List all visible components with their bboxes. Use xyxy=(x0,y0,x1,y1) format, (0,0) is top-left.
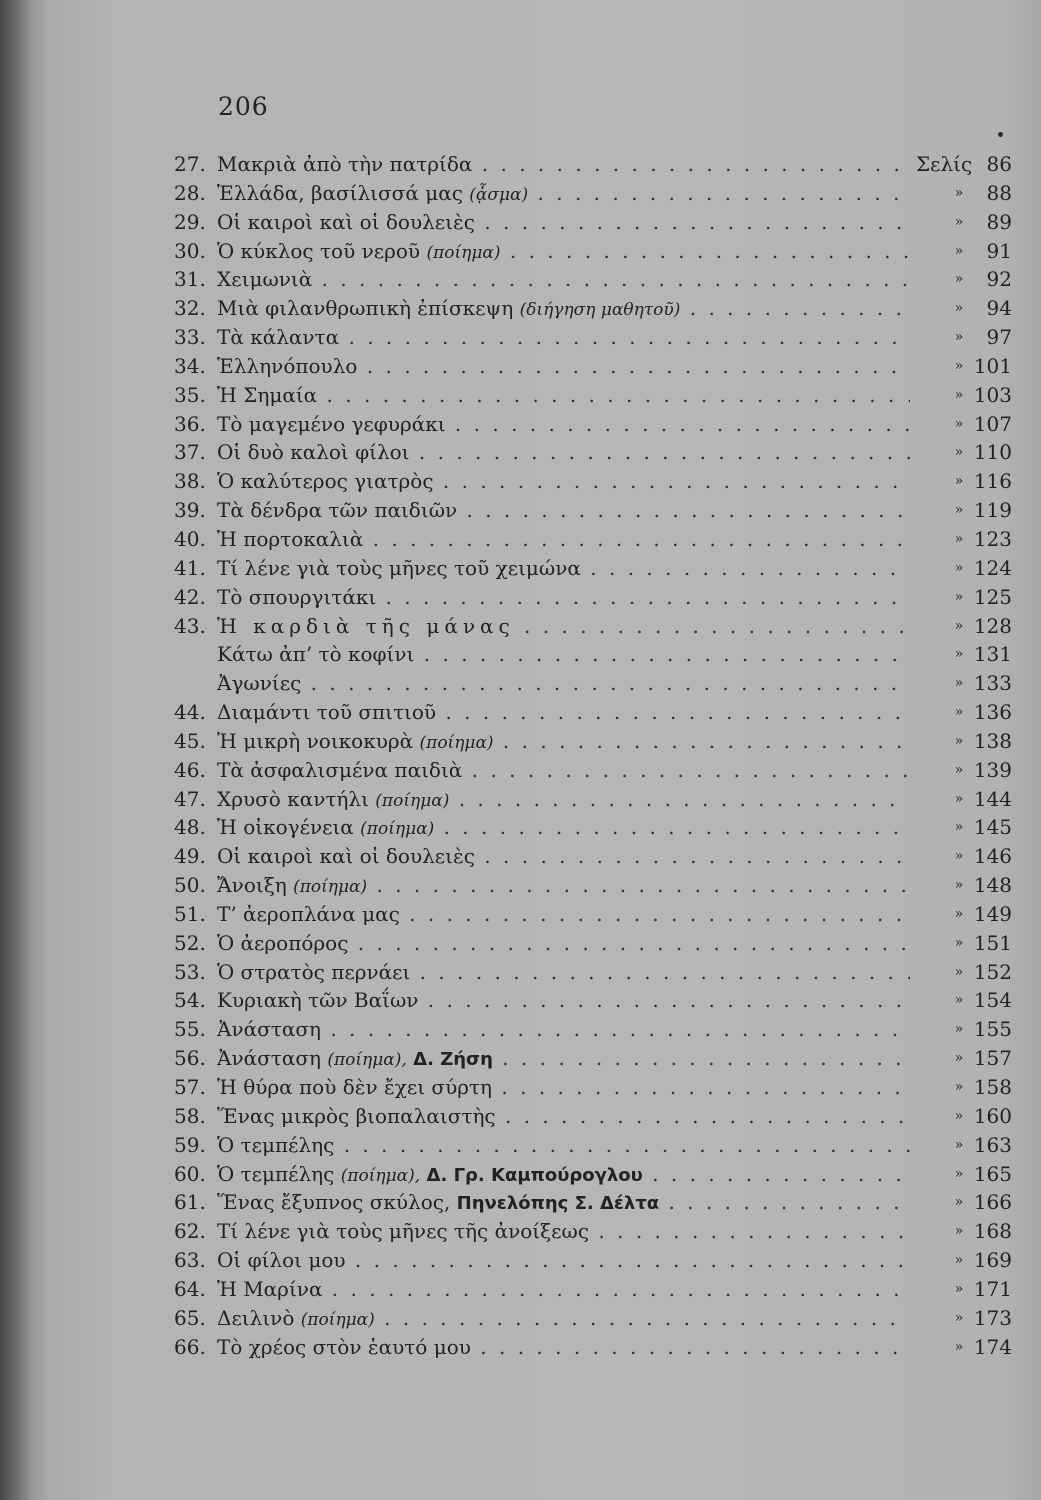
toc-entry-page: 173 xyxy=(973,1305,1012,1330)
toc-entry-number: 44. xyxy=(174,700,206,725)
toc-entry-title-text: Ἄνοιξη xyxy=(217,873,287,898)
toc-entry-title-text: Οἱ καιροὶ καὶ οἱ δουλειὲς xyxy=(217,209,475,234)
toc-entry-page: 174 xyxy=(973,1334,1012,1359)
selis-label: Σελίς xyxy=(916,152,973,176)
toc-entry-title xyxy=(217,813,910,844)
toc-entry xyxy=(174,1217,1030,1246)
toc-entry xyxy=(174,467,1030,496)
toc-entry xyxy=(174,1304,1030,1333)
toc-entry-title-text: Τὸ σπουργιτάκι xyxy=(217,584,377,609)
toc-entry-note: (ποίημα) xyxy=(360,819,435,840)
toc-entry-title-text: Ἕνας ἔξυπνος σκύλος, xyxy=(217,1190,451,1215)
toc-entry-number: 35. xyxy=(174,382,206,407)
toc-entry xyxy=(174,640,1030,669)
toc-entry-title xyxy=(217,871,910,902)
toc-entry-number: 64. xyxy=(174,1276,206,1301)
toc-entry-title-text: Μιὰ φιλανθρωπικὴ ἐπίσκεψη xyxy=(217,296,514,321)
toc-entry-title xyxy=(217,1102,910,1131)
ditto-mark: » xyxy=(954,790,964,807)
toc-entry-page: 145 xyxy=(973,815,1012,840)
toc-entry-number: 42. xyxy=(174,584,206,609)
toc-entry xyxy=(174,785,1030,814)
toc-entry-title xyxy=(217,208,910,237)
toc-entry-number: 47. xyxy=(174,786,206,811)
toc-entry-title-text: Διαμάντι τοῦ σπιτιοῦ xyxy=(217,700,437,725)
toc-entry-title xyxy=(217,352,910,381)
ditto-mark: » xyxy=(954,386,964,403)
toc-entry-note: (ποίημα) xyxy=(426,242,501,263)
toc-entry-number: 65. xyxy=(174,1305,206,1330)
ditto-mark: » xyxy=(954,530,964,547)
toc-entry-title xyxy=(217,986,910,1015)
toc-entry-title-text: Ἑλλάδα, βασίλισσά μας xyxy=(217,180,463,205)
ditto-mark: » xyxy=(954,963,964,980)
toc-entry-number: 62. xyxy=(174,1219,206,1244)
toc-entry xyxy=(174,1246,1030,1275)
toc-entry-number: 31. xyxy=(174,267,206,292)
toc-entry-number: 55. xyxy=(174,1017,206,1042)
toc-entry-page: 169 xyxy=(973,1248,1012,1273)
toc-entry xyxy=(174,1160,1030,1189)
ditto-mark: » xyxy=(954,848,964,865)
toc-entry-number: 30. xyxy=(174,238,206,263)
toc-entry-title-text: Χρυσὸ καντήλι xyxy=(217,786,369,811)
toc-entry-title xyxy=(217,900,910,929)
toc-entry-number: 49. xyxy=(174,844,206,869)
toc-entry-page: 91 xyxy=(986,238,1012,263)
toc-entry-title xyxy=(217,265,910,294)
ditto-mark: » xyxy=(954,1338,964,1355)
ditto-mark: » xyxy=(954,588,964,605)
toc-entry-title xyxy=(217,958,910,987)
toc-entry-title-text: Κυριακὴ τῶν Βαΐων xyxy=(217,988,419,1013)
toc-entry xyxy=(174,958,1030,987)
toc-entry-title-text: Ἑλληνόπουλο xyxy=(217,353,358,378)
table-of-contents xyxy=(174,150,1030,1361)
toc-entry-page: 103 xyxy=(973,382,1012,407)
toc-entry-title xyxy=(217,1160,910,1191)
toc-entry-number: 59. xyxy=(174,1132,206,1157)
toc-entry-number: 38. xyxy=(174,469,206,494)
toc-entry-title-text: Ἕνας μικρὸς βιοπαλαιστὴς xyxy=(217,1103,496,1128)
toc-entry-number: 37. xyxy=(174,440,206,465)
toc-entry-page: 86 xyxy=(986,152,1012,176)
toc-entry xyxy=(174,842,1030,871)
toc-entry-note: (ποίημα) xyxy=(300,1309,375,1330)
toc-entry-number: 60. xyxy=(174,1161,206,1186)
toc-entry-title-text: Μακριὰ ἀπὸ τὴν πατρίδα xyxy=(217,152,473,176)
toc-entry-title xyxy=(217,785,910,816)
toc-entry-number: 57. xyxy=(174,1075,206,1099)
toc-entry-page: 116 xyxy=(973,469,1012,494)
toc-entry-note: (ποίημα), xyxy=(327,1050,407,1071)
toc-entry-page: 139 xyxy=(973,757,1012,782)
toc-entry-page: 107 xyxy=(973,411,1012,436)
toc-entry-title-text: Ἡ θύρα ποὺ δὲν ἔχει σύρτη xyxy=(217,1075,493,1099)
ditto-mark: » xyxy=(954,1021,964,1038)
toc-entry-title xyxy=(217,179,910,210)
toc-entry-title-text: Ἡ οἰκογένεια xyxy=(217,815,354,840)
ditto-mark: » xyxy=(954,1050,964,1067)
toc-entry-title xyxy=(217,640,910,669)
toc-entry-number: 61. xyxy=(174,1190,206,1215)
toc-entry-page: 101 xyxy=(973,353,1012,378)
toc-entry-title xyxy=(217,1246,910,1275)
ditto-mark: » xyxy=(954,213,964,230)
toc-entry-page: 158 xyxy=(973,1075,1012,1099)
toc-entry-title xyxy=(217,323,910,352)
toc-entry xyxy=(174,265,1030,294)
ditto-mark: » xyxy=(954,1079,964,1095)
toc-entry-title xyxy=(217,583,910,612)
toc-entry-page: 154 xyxy=(973,988,1012,1013)
toc-entry-title-text: Ὁ τεμπέλης xyxy=(217,1161,335,1186)
toc-entry-page: 160 xyxy=(973,1103,1012,1128)
toc-entry-title-text: Οἱ φίλοι μου xyxy=(217,1248,346,1273)
toc-entry-page: 165 xyxy=(973,1161,1012,1186)
toc-entry-number: 39. xyxy=(174,498,206,523)
toc-entry-title-text: Ὁ ἀεροπόρος xyxy=(217,930,349,955)
toc-entry-number: 58. xyxy=(174,1103,206,1128)
toc-entry-title-text: Ὁ κύκλος τοῦ νεροῦ xyxy=(217,238,421,263)
toc-entry-number: 46. xyxy=(174,757,206,782)
toc-entry-title-text: Ἡ Σημαία xyxy=(217,382,318,407)
toc-entry-title-text: Ἡ πορτοκαλιὰ xyxy=(217,526,364,551)
toc-entry-title xyxy=(217,1275,910,1304)
toc-entry-number: 48. xyxy=(174,815,206,840)
toc-entry xyxy=(174,179,1030,208)
toc-entry-page: 146 xyxy=(973,844,1012,869)
toc-entry-title-text: Ὁ στρατὸς περνάει xyxy=(217,959,411,984)
toc-entry-number: 66. xyxy=(174,1334,206,1359)
toc-entry-title-text: Τί λένε γιὰ τοὺς μῆνες τοῦ χειμώνα xyxy=(217,555,581,580)
ditto-mark: » xyxy=(954,1223,964,1240)
spine-shadow xyxy=(0,0,30,1500)
ditto-mark: » xyxy=(954,502,964,519)
ditto-mark: » xyxy=(954,444,964,461)
ditto-mark: » xyxy=(954,877,964,894)
ditto-mark: » xyxy=(954,242,964,259)
toc-entry xyxy=(174,1015,1030,1044)
toc-entry xyxy=(174,208,1030,237)
toc-entry-page: 128 xyxy=(973,613,1012,638)
toc-entry-page: 144 xyxy=(973,786,1012,811)
toc-entry-number: 54. xyxy=(174,988,206,1013)
toc-entry-page: 148 xyxy=(973,873,1012,898)
ditto-mark: » xyxy=(954,617,964,634)
toc-entry-number: 43. xyxy=(174,613,206,638)
toc-entry-page: 119 xyxy=(973,498,1012,523)
ditto-mark: » xyxy=(954,905,964,922)
toc-entry-note: (διήγηση μαθητοῦ) xyxy=(519,300,681,321)
toc-entry-title xyxy=(217,496,910,525)
toc-entry-title xyxy=(217,1044,910,1075)
ditto-mark: » xyxy=(954,1165,964,1182)
ditto-mark: » xyxy=(954,732,964,749)
toc-entry-title xyxy=(217,525,910,554)
toc-entry xyxy=(174,583,1030,612)
toc-entry-title xyxy=(217,929,910,958)
ditto-mark: » xyxy=(954,819,964,836)
toc-entry-title xyxy=(217,554,910,583)
toc-entry-title xyxy=(217,467,910,496)
toc-entry xyxy=(174,294,1030,323)
toc-entry-note: (ποίημα), xyxy=(340,1165,421,1186)
toc-entry-note: (ποίημα) xyxy=(375,790,450,811)
ditto-mark: » xyxy=(954,300,964,317)
toc-entry-title xyxy=(217,410,910,439)
toc-entry-title-text: Ὁ τεμπέλης xyxy=(217,1132,335,1157)
toc-entry-title xyxy=(217,756,910,785)
toc-entry-title-text: Τί λένε γιὰ τοὺς μῆνες τῆς ἀνοίξεως xyxy=(217,1219,590,1244)
toc-entry-title xyxy=(217,294,910,325)
toc-entry-title-text: Τὰ κάλαντα xyxy=(217,325,340,350)
toc-entry-note: (ποίημα) xyxy=(293,877,368,898)
toc-entry xyxy=(174,496,1030,525)
toc-entry-title xyxy=(217,727,910,758)
toc-entry xyxy=(174,237,1030,266)
toc-entry xyxy=(174,669,1030,698)
toc-entry-number: 52. xyxy=(174,930,206,955)
ditto-mark: » xyxy=(954,415,964,432)
ditto-mark: » xyxy=(954,1280,964,1297)
toc-entry-page: 168 xyxy=(973,1219,1012,1244)
toc-entry-title xyxy=(217,612,910,641)
toc-entry xyxy=(174,438,1030,467)
toc-entry-title xyxy=(217,381,910,410)
toc-entry-title-text: Κάτω ἀπ’ τὸ κοφίνι xyxy=(217,642,415,667)
toc-entry-title xyxy=(217,150,910,179)
toc-entry xyxy=(174,813,1030,842)
toc-entry-title xyxy=(217,1131,910,1160)
toc-entry-title-text: Ἀνάσταση xyxy=(217,1046,321,1071)
toc-entry-page: 110 xyxy=(973,440,1012,465)
toc-entry xyxy=(174,554,1030,583)
toc-entry-page: 125 xyxy=(973,584,1012,609)
toc-entry-author: Δ. Γρ. Καμπούρογλου xyxy=(426,1164,643,1186)
ditto-mark: » xyxy=(954,934,964,951)
ditto-mark: » xyxy=(954,559,964,576)
toc-entry-title xyxy=(217,1304,910,1335)
toc-entry-number: 45. xyxy=(174,728,206,753)
ditto-mark: » xyxy=(954,1309,964,1326)
toc-entry xyxy=(174,727,1030,756)
toc-entry-page: 89 xyxy=(986,209,1012,234)
toc-entry-note: (ᾆσμα) xyxy=(469,184,529,205)
toc-entry-title-text: Ὁ καλύτερος γιατρὸς xyxy=(217,469,434,494)
toc-entry-number: 56. xyxy=(174,1046,206,1071)
toc-entry xyxy=(174,525,1030,554)
toc-entry-title-text: Ἡ καρδιὰ τῆς μάνας xyxy=(217,613,515,638)
toc-entry xyxy=(174,929,1030,958)
toc-entry xyxy=(174,986,1030,1015)
toc-entry-number: 33. xyxy=(174,325,206,350)
ditto-mark: » xyxy=(954,704,964,721)
toc-entry-number: 40. xyxy=(174,526,206,551)
toc-entry-page: 123 xyxy=(973,526,1012,551)
toc-entry xyxy=(174,150,1030,179)
toc-entry-page: 163 xyxy=(973,1132,1012,1157)
ditto-mark: » xyxy=(954,646,964,663)
toc-entry-page: 92 xyxy=(986,267,1012,292)
toc-entry-page: 166 xyxy=(973,1190,1012,1215)
toc-entry xyxy=(174,871,1030,900)
toc-entry-number: 32. xyxy=(174,296,206,321)
ink-speck xyxy=(998,132,1003,137)
toc-entry xyxy=(174,756,1030,785)
toc-entry xyxy=(174,1333,1030,1362)
ditto-mark: » xyxy=(954,992,964,1009)
toc-entry-title-text: Οἱ δυὸ καλοὶ φίλοι xyxy=(217,440,410,465)
page-number: 206 xyxy=(218,92,269,121)
toc-entry-page: 155 xyxy=(973,1017,1012,1042)
toc-entry xyxy=(174,1044,1030,1073)
toc-entry-title-text: Τὸ μαγεμένο γεφυράκι xyxy=(217,411,446,436)
ditto-mark: » xyxy=(954,1252,964,1269)
toc-entry-title xyxy=(217,1015,910,1044)
ditto-mark: » xyxy=(954,1136,964,1153)
toc-entry-page: 131 xyxy=(973,642,1012,667)
toc-entry-page: 152 xyxy=(973,959,1012,984)
toc-entry-number: 27. xyxy=(174,152,206,176)
ditto-mark: » xyxy=(954,357,964,374)
toc-entry-title xyxy=(217,1073,910,1102)
toc-entry-page: 133 xyxy=(973,671,1012,696)
ditto-mark: » xyxy=(954,1107,964,1124)
ditto-mark: » xyxy=(954,271,964,288)
toc-entry-number: 41. xyxy=(174,555,206,580)
toc-entry-title xyxy=(217,1217,910,1246)
toc-entry-page: 94 xyxy=(986,296,1012,321)
toc-entry-title-text: Οἱ καιροὶ καὶ οἱ δουλειὲς xyxy=(217,844,475,869)
toc-entry-page: 149 xyxy=(973,901,1012,926)
toc-entry-number: 63. xyxy=(174,1248,206,1273)
ditto-mark: » xyxy=(954,675,964,692)
toc-entry-title-text: Τὰ δένδρα τῶν παιδιῶν xyxy=(217,498,458,523)
ditto-mark: » xyxy=(954,184,964,201)
toc-entry-title-text: Τὸ χρέος στὸν ἑαυτό μου xyxy=(217,1334,471,1359)
toc-entry xyxy=(174,352,1030,381)
toc-entry-page: 138 xyxy=(973,728,1012,753)
toc-entry-title-text: Τ’ ἀεροπλάνα μας xyxy=(217,901,400,926)
toc-entry-page: 151 xyxy=(973,930,1012,955)
ditto-mark: » xyxy=(954,761,964,778)
toc-entry xyxy=(174,1275,1030,1304)
toc-entry-title-text: Τὰ ἀσφαλισμένα παιδιὰ xyxy=(217,757,463,782)
toc-entry-note: (ποίημα) xyxy=(419,732,494,753)
toc-entry-title xyxy=(217,842,910,871)
toc-entry-page: 88 xyxy=(986,180,1012,205)
toc-entry xyxy=(174,612,1030,641)
toc-entry-title xyxy=(217,237,910,268)
toc-entry-title-text: Δειλινὸ xyxy=(217,1305,295,1330)
toc-entry-number: 53. xyxy=(174,959,206,984)
toc-entry-title xyxy=(217,698,910,727)
toc-entry-author: Δ. Ζήση xyxy=(413,1049,493,1071)
toc-entry xyxy=(174,900,1030,929)
toc-entry-title xyxy=(217,669,910,698)
toc-entry-number: 29. xyxy=(174,209,206,234)
toc-entry-title-text: Ἀγωνίες xyxy=(217,671,302,696)
toc-entry-author: Πηνελόπης Σ. Δέλτα xyxy=(456,1193,660,1215)
toc-entry-page: 97 xyxy=(986,325,1012,350)
toc-entry xyxy=(174,323,1030,352)
toc-entry-title-text: Ἡ μικρὴ νοικοκυρὰ xyxy=(217,728,414,753)
toc-entry xyxy=(174,1188,1030,1217)
toc-entry xyxy=(174,1073,1030,1102)
toc-entry-title-text: Ἡ Μαρίνα xyxy=(217,1276,323,1301)
toc-entry xyxy=(174,698,1030,727)
ditto-mark: » xyxy=(954,473,964,490)
toc-entry-number: 34. xyxy=(174,353,206,378)
toc-entry xyxy=(174,410,1030,439)
ditto-mark: » xyxy=(954,329,964,346)
toc-entry xyxy=(174,1102,1030,1131)
toc-entry xyxy=(174,381,1030,410)
toc-entry-number: 36. xyxy=(174,411,206,436)
toc-entry-title xyxy=(217,1333,910,1362)
toc-entry-title-text: Χειμωνιὰ xyxy=(217,267,313,292)
toc-entry-page: 136 xyxy=(973,700,1012,725)
toc-entry-page: 124 xyxy=(973,555,1012,580)
toc-entry-title xyxy=(217,438,910,467)
toc-entry-page: 157 xyxy=(973,1046,1012,1071)
toc-entry-number: 50. xyxy=(174,873,206,898)
toc-entry-number: 51. xyxy=(174,901,206,926)
toc-entry-title xyxy=(217,1188,910,1219)
toc-entry-number: 28. xyxy=(174,180,206,205)
toc-entry xyxy=(174,1131,1030,1160)
toc-entry-page: 171 xyxy=(973,1276,1012,1301)
ditto-mark: » xyxy=(954,1194,964,1211)
toc-entry-title-text: Ἀνάσταση xyxy=(217,1017,321,1042)
